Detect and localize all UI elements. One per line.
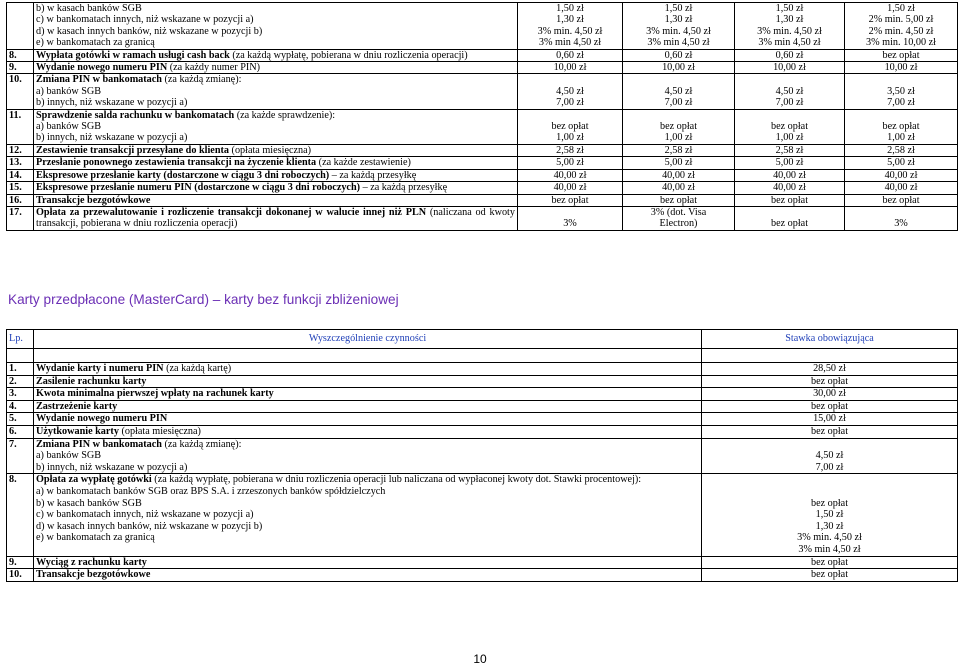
fee-value: 5,00 zł bbox=[623, 157, 735, 169]
row-number: 17. bbox=[7, 206, 34, 230]
fee-value: 1,50 zł 1,30 zł 3% min. 4,50 zł 3% min 4,50 zł bbox=[518, 3, 623, 50]
fee-value: 1,50 zł 1,30 zł 3% min. 4,50 zł 3% min 4,50 zł bbox=[735, 3, 845, 50]
fee-value: 10,00 zł bbox=[845, 62, 958, 74]
fee-rate: bez opłat bbox=[702, 425, 958, 438]
description-bold: Transakcje bezgotówkowe bbox=[36, 569, 151, 581]
fee-rate: bez opłat bbox=[702, 569, 958, 582]
fee-value: 2,58 zł bbox=[735, 144, 845, 156]
row-number: 4. bbox=[7, 400, 34, 413]
row-number: 12. bbox=[7, 144, 34, 156]
page-number: 10 bbox=[473, 652, 487, 665]
fee-value: bez opłat 1,00 zł bbox=[845, 109, 958, 144]
fee-value: 1,50 zł 1,30 zł 3% min. 4,50 zł 3% min 4,50 zł bbox=[623, 3, 735, 50]
row-description bbox=[34, 62, 518, 74]
fee-value: 0,60 zł bbox=[518, 49, 623, 61]
fee-value: 2,58 zł bbox=[845, 144, 958, 156]
fee-value: 1,50 zł 2% min. 5,00 zł 2% min. 4,50 zł 3% min. 10,00 zł bbox=[845, 3, 958, 50]
table-row bbox=[7, 438, 958, 474]
fee-value: 0,60 zł bbox=[623, 49, 735, 61]
header-rate: Stawka obowiązująca bbox=[702, 330, 958, 349]
description-bold: Opłata za wypłatę gotówki bbox=[36, 474, 152, 486]
fee-value: 5,00 zł bbox=[845, 157, 958, 169]
description-rest: – za każdą przesyłkę bbox=[329, 169, 417, 181]
row-description bbox=[34, 206, 518, 230]
table-row bbox=[7, 194, 958, 206]
description-rest: (za każdą wypłatę, pobierana w dniu rozliczenia operacji) bbox=[229, 49, 468, 61]
description-bold: Użytkowanie karty bbox=[36, 425, 119, 437]
description-rest: (za każdą zmianę): a) banków SGB b) innych, niż wskazane w pozycji a) bbox=[36, 438, 242, 473]
table-row bbox=[7, 157, 958, 169]
row-number: 14. bbox=[7, 169, 34, 181]
header-description: Wyszczególnienie czynności bbox=[34, 330, 702, 349]
row-number: 8. bbox=[7, 49, 34, 61]
row-number: 8. bbox=[7, 474, 34, 556]
fee-value: 3% bbox=[845, 206, 958, 230]
fee-value: bez opłat bbox=[845, 194, 958, 206]
description-bold: Opłata za przewalutowanie i rozliczenie transakcji dokonanej w walucie innej niż PLN bbox=[36, 206, 427, 218]
fee-value: 4,50 zł 7,00 zł bbox=[518, 74, 623, 109]
fee-value: 40,00 zł bbox=[735, 169, 845, 181]
row-number: 7. bbox=[7, 438, 34, 474]
row-description bbox=[34, 49, 518, 61]
fee-value: 2,58 zł bbox=[623, 144, 735, 156]
row-description bbox=[34, 375, 702, 388]
row-description bbox=[34, 157, 518, 169]
table-row bbox=[7, 109, 958, 144]
description-rest: – za każdą przesyłkę bbox=[360, 182, 448, 194]
fee-value: 4,50 zł 7,00 zł bbox=[623, 74, 735, 109]
fee-value: bez opłat 1,00 zł bbox=[735, 109, 845, 144]
table-row bbox=[7, 169, 958, 181]
fee-rate: 30,00 zł bbox=[702, 388, 958, 401]
description-bold: Zmiana PIN w bankomatach bbox=[36, 438, 162, 450]
description-bold: Kwota minimalna pierwszej wpłaty na rachunek karty bbox=[36, 388, 274, 400]
description-rest: (naliczana od kwoty transakcji, pobierana w dniu rozliczenia operacji) bbox=[36, 206, 515, 230]
fee-rate: 28,50 zł bbox=[702, 363, 958, 376]
fee-rate: bez opłat bbox=[702, 375, 958, 388]
table-row bbox=[7, 74, 958, 109]
row-number: 9. bbox=[7, 556, 34, 569]
row-number: 5. bbox=[7, 413, 34, 426]
fee-value: 40,00 zł bbox=[518, 182, 623, 194]
row-number: 13. bbox=[7, 157, 34, 169]
row-number: 2. bbox=[7, 375, 34, 388]
fee-value: 4,50 zł 7,00 zł bbox=[735, 74, 845, 109]
table-row bbox=[7, 413, 958, 426]
table-row bbox=[7, 182, 958, 194]
row-description bbox=[34, 400, 702, 413]
table-row bbox=[7, 49, 958, 61]
row-description bbox=[34, 413, 702, 426]
card-fees-table bbox=[6, 2, 958, 231]
description-rest: (opłata miesięczna) bbox=[118, 425, 201, 437]
fee-value: bez opłat bbox=[623, 194, 735, 206]
fee-rate: bez opłat bbox=[702, 556, 958, 569]
description-bold: Wyciąg z rachunku karty bbox=[36, 556, 147, 568]
table-row bbox=[7, 375, 958, 388]
fee-value: bez opłat bbox=[845, 49, 958, 61]
row-description bbox=[34, 194, 518, 206]
table-row bbox=[7, 144, 958, 156]
description-bold: Przesłanie ponownego zestawienia transakcji na życzenie klienta bbox=[36, 157, 317, 169]
row-number: 6. bbox=[7, 425, 34, 438]
row-description: b) w kasach banków SGB c) w bankomatach innych, niż wskazane w pozycji a) d) w kasach innych banków, niż wskazane w pozycji b) e) w bankomatach za granicą bbox=[34, 3, 518, 50]
description-bold: Zasilenie rachunku karty bbox=[36, 375, 147, 387]
description-bold: Ekspresowe przesłanie karty (dostarczone w ciągu 3 dni roboczych) bbox=[36, 169, 330, 181]
table-row bbox=[7, 400, 958, 413]
description-rest: (za każde zestawienie) bbox=[316, 157, 411, 169]
row-description bbox=[34, 438, 702, 474]
description-rest: (za każdy numer PIN) bbox=[167, 62, 261, 74]
row-description bbox=[34, 74, 518, 109]
fee-rate: 4,50 zł 7,00 zł bbox=[702, 438, 958, 474]
fee-value: 3% bbox=[518, 206, 623, 230]
row-description bbox=[34, 569, 702, 582]
fee-value: 0,60 zł bbox=[735, 49, 845, 61]
fee-rate: bez opłat 1,50 zł 1,30 zł 3% min. 4,50 zł 3% min 4,50 zł bbox=[702, 474, 958, 556]
row-number: 11. bbox=[7, 109, 34, 144]
table-row bbox=[7, 425, 958, 438]
row-number: 1. bbox=[7, 363, 34, 376]
table-row bbox=[7, 206, 958, 230]
table-row bbox=[7, 388, 958, 401]
table-row bbox=[7, 62, 958, 74]
fee-value: 40,00 zł bbox=[845, 182, 958, 194]
description-bold: Wypłata gotówki w ramach usługi cash back bbox=[36, 49, 230, 61]
fee-rate: bez opłat bbox=[702, 400, 958, 413]
row-description bbox=[34, 182, 518, 194]
fee-value: bez opłat bbox=[735, 194, 845, 206]
description-bold: Wydanie karty i numeru PIN bbox=[36, 363, 164, 374]
row-number: 3. bbox=[7, 388, 34, 401]
fee-value: 40,00 zł bbox=[845, 169, 958, 181]
fee-value: 5,00 zł bbox=[735, 157, 845, 169]
description-bold: Zestawienie transakcji przesyłane do klienta bbox=[36, 144, 229, 156]
fee-value: 3,50 zł 7,00 zł bbox=[845, 74, 958, 109]
fee-value: 5,00 zł bbox=[518, 157, 623, 169]
fee-value: 2,58 zł bbox=[518, 144, 623, 156]
description-bold: Transakcje bezgotówkowe bbox=[36, 194, 151, 206]
description-rest: (za każdą wypłatę, pobierana w dniu rozliczenia operacji lub naliczana od wypłaconej kwoty dot. Stawki procentowej): a) w bankomatach banków SGB oraz BPS S.A. i zrzeszonych banków spółdzielczych b) w kasach banków SGB c) w bankomatach innych, niż wskazane w pozycji a) d) w kasach innych banków, niż wskazane w pozycji b) e) w bankomatach za granicą bbox=[36, 474, 642, 544]
row-description bbox=[34, 109, 518, 144]
fee-value: 10,00 zł bbox=[735, 62, 845, 74]
row-number: 15. bbox=[7, 182, 34, 194]
description-rest: (za każdą zmianę): a) banków SGB b) innych, niż wskazane w pozycji a) bbox=[36, 74, 242, 109]
fee-value: bez opłat 1,00 zł bbox=[518, 109, 623, 144]
row-description bbox=[34, 144, 518, 156]
fee-value: 40,00 zł bbox=[735, 182, 845, 194]
fee-value: bez opłat bbox=[518, 194, 623, 206]
row-description bbox=[34, 556, 702, 569]
prepaid-card-fees-table bbox=[6, 329, 958, 582]
row-description bbox=[34, 169, 518, 181]
row-description bbox=[34, 363, 702, 376]
fee-value: 10,00 zł bbox=[518, 62, 623, 74]
row-number: 9. bbox=[7, 62, 34, 74]
row-number: 10. bbox=[7, 569, 34, 582]
description-bold: Zastrzeżenie karty bbox=[36, 400, 118, 412]
fee-value: 40,00 zł bbox=[623, 182, 735, 194]
fee-value: bez opłat bbox=[735, 206, 845, 230]
fee-value: 3% (dot. Visa Electron) bbox=[623, 206, 735, 230]
row-description bbox=[34, 388, 702, 401]
table-row bbox=[7, 569, 958, 582]
description-bold: Zmiana PIN w bankomatach bbox=[36, 74, 162, 86]
table-row bbox=[7, 3, 958, 50]
fee-value: bez opłat 1,00 zł bbox=[623, 109, 735, 144]
description-bold: Wydanie nowego numeru PIN bbox=[36, 62, 168, 74]
row-description bbox=[34, 425, 702, 438]
fee-value: 40,00 zł bbox=[623, 169, 735, 181]
table-header-row bbox=[7, 330, 958, 349]
description-rest: (za każdą kartę) bbox=[163, 363, 232, 374]
row-number: 16. bbox=[7, 194, 34, 206]
table-row bbox=[7, 556, 958, 569]
row-description bbox=[34, 474, 702, 556]
description-bold: Ekspresowe przesłanie numeru PIN (dostarczone w ciągu 3 dni roboczych) bbox=[36, 182, 361, 194]
blank-row bbox=[7, 349, 958, 363]
header-lp: Lp. bbox=[7, 330, 34, 349]
fee-value: 10,00 zł bbox=[623, 62, 735, 74]
fee-value: 40,00 zł bbox=[518, 169, 623, 181]
description-bold: Wydanie nowego numeru PIN bbox=[36, 413, 168, 425]
table-row bbox=[7, 474, 958, 556]
description-rest: (za każde sprawdzenie): a) banków SGB b) innych, niż wskazane w pozycji a) bbox=[36, 109, 336, 144]
row-number: 10. bbox=[7, 74, 34, 109]
section-title: Karty przedpłacone (MasterCard) – karty bez funkcji zbliżeniowej bbox=[8, 292, 399, 307]
table-row bbox=[7, 363, 958, 376]
description-rest: (opłata miesięczna) bbox=[229, 144, 312, 156]
description-bold: Sprawdzenie salda rachunku w bankomatach bbox=[36, 109, 235, 121]
row-number bbox=[7, 3, 34, 50]
fee-rate: 15,00 zł bbox=[702, 413, 958, 426]
